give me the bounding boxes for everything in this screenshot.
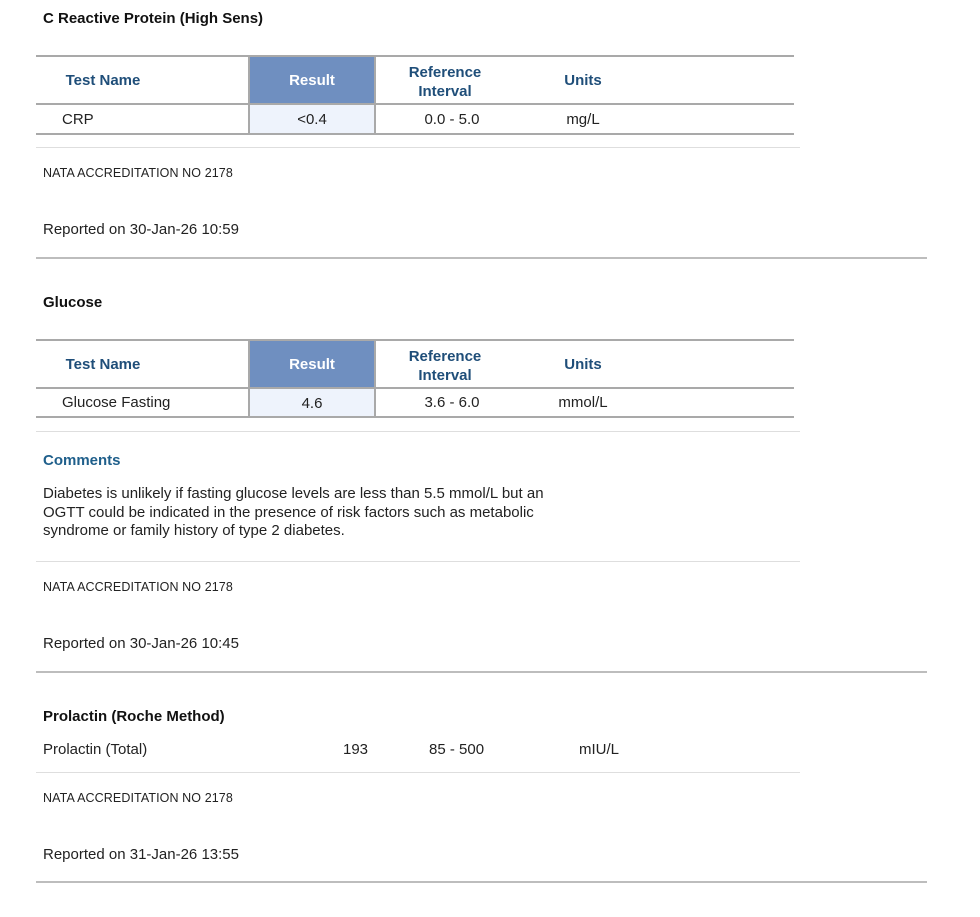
section-separator	[36, 257, 927, 259]
header-units: Units	[564, 72, 602, 89]
header-reference-line1: Reference	[408, 64, 482, 81]
section-separator	[36, 671, 927, 673]
table-bottom-border	[36, 133, 794, 135]
header-result: Result	[248, 341, 376, 388]
prolactin-reference: 85 - 500	[429, 741, 485, 758]
header-test-name: Test Name	[65, 356, 141, 373]
table-top-border	[36, 339, 794, 341]
divider	[36, 772, 800, 773]
section-separator	[36, 881, 927, 883]
cell-units: mg/L	[566, 111, 600, 128]
section-title-glucose: Glucose	[43, 294, 103, 311]
cell-result: 4.6	[248, 389, 376, 417]
table-top-border	[36, 55, 794, 57]
header-test-name: Test Name	[65, 72, 141, 89]
cell-reference: 3.6 - 6.0	[424, 394, 480, 411]
prolactin-result: 193	[343, 741, 369, 758]
header-reference-interval	[376, 347, 514, 385]
divider	[36, 561, 800, 562]
section-title-crp: C Reactive Protein (High Sens)	[43, 10, 264, 27]
header-result: Result	[248, 57, 376, 104]
cell-result: <0.4	[248, 105, 376, 133]
reported-timestamp: Reported on 30-Jan-26 10:59	[43, 221, 239, 238]
accreditation-text: NATA ACCREDITATION NO 2178	[43, 791, 233, 805]
header-units: Units	[564, 356, 602, 373]
comments-body: Diabetes is unlikely if fasting glucose levels are less than 5.5 mmol/L but an OGTT could be indicated in the presence of risk factors such as metabolic syndrome or family history of type 2 diabetes.	[43, 485, 544, 539]
results-table-glucose	[36, 339, 794, 419]
cell-units: mmol/L	[558, 394, 608, 411]
section-title-prolactin: Prolactin (Roche Method)	[43, 708, 225, 725]
reported-timestamp: Reported on 30-Jan-26 10:45	[43, 635, 239, 652]
accreditation-text: NATA ACCREDITATION NO 2178	[43, 580, 233, 594]
prolactin-test-name: Prolactin (Total)	[43, 741, 148, 758]
accreditation-text: NATA ACCREDITATION NO 2178	[43, 166, 233, 180]
table-bottom-border	[36, 416, 794, 418]
prolactin-units: mIU/L	[579, 741, 620, 758]
header-reference-interval	[376, 63, 514, 101]
divider	[36, 431, 800, 432]
header-bottom-border	[36, 387, 794, 389]
header-reference-line2: Interval	[418, 367, 472, 384]
header-bottom-border	[36, 103, 794, 105]
divider	[36, 147, 800, 148]
results-table-crp	[36, 55, 794, 135]
cell-test-name: CRP	[62, 111, 94, 128]
header-reference-line1: Reference	[408, 348, 482, 365]
reported-timestamp: Reported on 31-Jan-26 13:55	[43, 846, 239, 863]
cell-test-name: Glucose Fasting	[62, 394, 171, 411]
header-reference-line2: Interval	[418, 83, 472, 100]
cell-reference: 0.0 - 5.0	[424, 111, 480, 128]
comments-heading: Comments	[43, 452, 121, 469]
